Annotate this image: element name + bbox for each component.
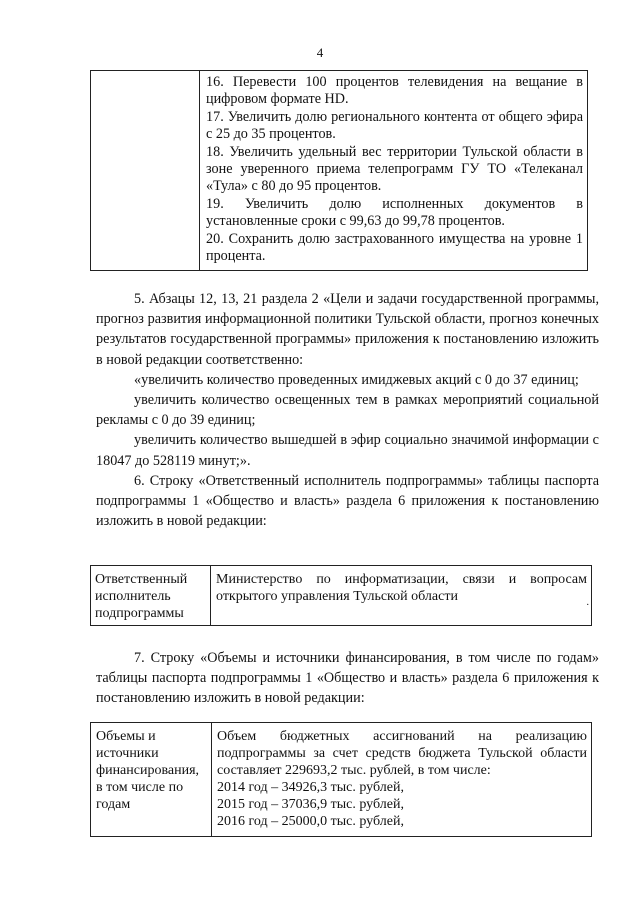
funding-table — [90, 722, 592, 837]
target-item-20: 20. Сохранить долю застрахованного имущества на уровне 1 процента. — [206, 230, 583, 265]
page-number: 4 — [316, 45, 324, 60]
trailing-mark: . — [586, 597, 589, 608]
target-item-17: 17. Увеличить долю регионального контента от общего эфира с 25 до 35 процентов. — [206, 108, 583, 143]
responsible-executor-value: Министерство по информатизации, связи и вопросам открытого управления Тульской области — [216, 572, 587, 604]
section-6-intro: 6. Строку «Ответственный исполнитель подпрограммы» таблицы паспорта подпрограммы 1 «Общество и власть» раздела 6 приложения к постановлению изложить в новой редакции: — [96, 472, 599, 530]
section-5-quote-3: увеличить количество вышедшей в эфир социально значимой информации с 18047 до 528119 минут;». — [96, 432, 599, 469]
funding-value-cell — [212, 723, 592, 837]
section-5-intro: 5. Абзацы 12, 13, 21 раздела 2 «Цели и задачи государственной программы, прогноз развития информационной политики Тульской области, прогноз конечных результатов государственной программы» приложения к постановлению изложить в новой редакции соответственно: — [96, 291, 599, 368]
targets-table-empty-cell — [91, 71, 200, 271]
section-5 — [96, 289, 599, 531]
funding-year-2015: 2015 год – 37036,9 тыс. рублей, — [217, 797, 404, 812]
section-7-intro: 7. Строку «Объемы и источники финансирования, в том числе по годам» таблицы паспорта подпрограммы 1 «Общество и власть» раздела 6 приложения к постановлению изложить в новой редакции: — [96, 650, 599, 707]
section-5-quote-1: «увеличить количество проведенных имиджевых акций с 0 до 37 единиц; — [134, 371, 579, 388]
responsible-executor-label: Ответственный исполнитель подпрограммы — [91, 566, 211, 626]
funding-year-2014: 2014 год – 34926,3 тыс. рублей, — [217, 780, 404, 795]
funding-label: Объемы и источники финансирования, в том числе по годам — [91, 723, 212, 837]
target-item-16: 16. Перевести 100 процентов телевидения на вещание в цифровом формате HD. — [206, 74, 583, 108]
target-item-19: 19. Увеличить долю исполненных документов в установленные сроки с 99,63 до 99,78 процентов. — [206, 195, 583, 230]
funding-year-2016: 2016 год – 25000,0 тыс. рублей, — [217, 814, 404, 829]
targets-table-content-cell — [200, 71, 588, 271]
responsible-executor-value-cell — [211, 566, 592, 626]
section-7 — [96, 648, 599, 709]
responsible-executor-table — [90, 565, 592, 626]
section-5-quote-2: увеличить количество освещенных тем в рамках мероприятий социальной рекламы с 0 до 39 единиц; — [96, 392, 599, 429]
funding-lead: Объем бюджетных ассигнований на реализацию подпрограммы за счет средств бюджета Тульской области составляет 229693,2 тыс. рублей, в том числе: — [217, 729, 587, 778]
targets-table — [90, 70, 588, 271]
target-item-18: 18. Увеличить удельный вес территории Тульской области в зоне уверенного приема телепрограмм ГУ ТО «Телеканал «Тула» с 80 до 95 процентов. — [206, 143, 583, 195]
